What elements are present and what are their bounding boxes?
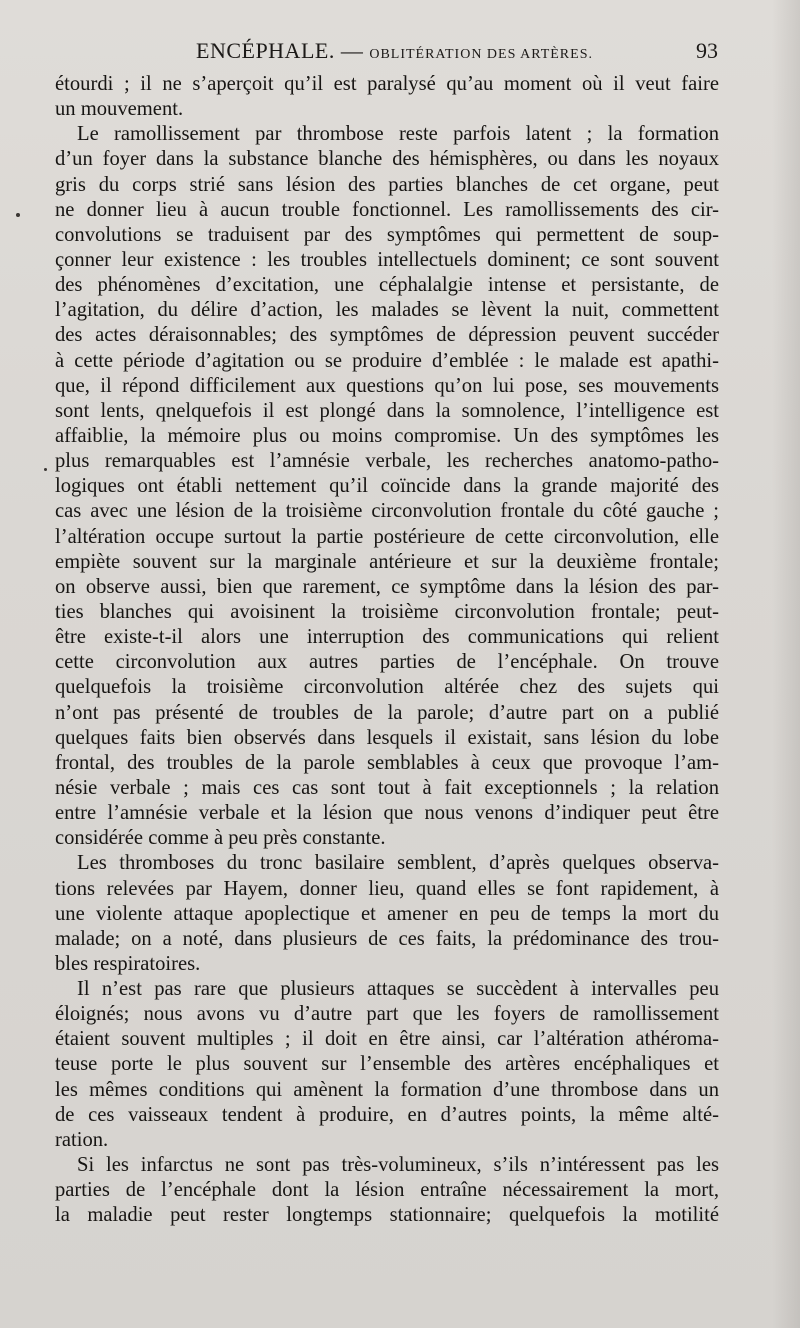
text-line: sont lents, qnelquefois il est plongé dans la somnolence, l’intelligence est xyxy=(55,399,719,422)
running-title xyxy=(196,38,593,64)
text-line: éloignés; nous avons vu d’autre part que les foyers de ramollissement xyxy=(55,1003,719,1026)
text-line: la maladie peut rester longtemps stationnaire; quelquefois la motilité xyxy=(55,1204,719,1227)
text-line: que, il répond difficilement aux questions qu’on lui pose, ses mouvements xyxy=(55,374,719,397)
text-line: çonner leur existence : les troubles intellectuels dominent; ce sont souvent xyxy=(55,248,719,271)
text-line: étaient souvent multiples ; il doit en être ainsi, car l’altération athéroma- xyxy=(55,1028,719,1051)
text-line: l’agitation, du délire d’action, les malades se lèvent la nuit, commettent xyxy=(55,299,719,322)
margin-speck xyxy=(16,213,20,217)
text-line: Le ramollissement par thrombose reste parfois latent ; la formation xyxy=(77,123,719,146)
text-line: malade; on a noté, dans plusieurs de ces faits, la prédominance des trou- xyxy=(55,927,719,950)
margin-speck xyxy=(44,468,47,471)
text-line: tions relevées par Hayem, donner lieu, quand elles se font rapidement, à xyxy=(55,877,719,900)
text-line: entre l’amnésie verbale et la lésion que nous venons d’indiquer peut être xyxy=(55,802,719,825)
text-line: étourdi ; il ne s’aperçoit qu’il est paralysé qu’au moment où il veut faire xyxy=(55,73,719,95)
text-line: nésie verbale ; mais ces cas sont tout à fait exceptionnels ; la relation xyxy=(55,776,719,799)
page-number: 93 xyxy=(696,38,718,63)
text-line: des actes déraisonnables; des symptômes de dépression peuvent succéder xyxy=(55,324,719,347)
text-line: plus remarquables est l’amnésie verbale, les recherches anatomo-patho- xyxy=(55,450,719,473)
text-line: n’ont pas présenté de troubles de la parole; d’autre part on a publié xyxy=(55,701,719,724)
text-line: empiète souvent sur la marginale antérieure et sur la deuxième frontale; xyxy=(55,550,719,573)
body-text xyxy=(55,72,719,1228)
text-line: les mêmes conditions qui amènent la formation d’une thrombose dans un xyxy=(55,1078,719,1101)
text-line: affaiblie, la mémoire plus ou moins compromise. Un des symptômes les xyxy=(55,424,719,447)
text-line: bles respiratoires. xyxy=(55,952,201,975)
text-line: ne donner lieu à aucun trouble fonctionnel. Les ramollissements des cir- xyxy=(55,198,719,221)
text-line: ties blanches qui avoisinent la troisième circonvolution frontale; peut- xyxy=(55,600,719,623)
running-title-main: ENCÉPHALE. xyxy=(196,38,335,63)
text-line: ration. xyxy=(55,1128,109,1151)
text-line: de ces vaisseaux tendent à produire, en d’autres points, la même alté- xyxy=(55,1103,719,1126)
text-line: considérée comme à peu près constante. xyxy=(55,827,386,850)
running-title-sub: OBLITÉRATION DES ARTÈRES. xyxy=(369,47,593,62)
text-line: on observe aussi, bien que rarement, ce symptôme dans la lésion des par- xyxy=(55,575,719,598)
running-title-dash: — xyxy=(340,38,364,63)
running-head xyxy=(0,38,800,68)
text-line: cette circonvolution aux autres parties de l’encéphale. On trouve xyxy=(55,651,719,674)
page-edge-shadow xyxy=(772,0,800,1328)
text-line: cas avec une lésion de la troisième circonvolution frontale du côté gauche ; xyxy=(55,500,719,523)
text-line: à cette période d’agitation ou se produire d’emblée : le malade est apathi- xyxy=(55,349,719,372)
text-line: Il n’est pas rare que plusieurs attaques se succèdent à intervalles peu xyxy=(77,978,719,1001)
text-line: être existe-t-il alors une interruption des communications qui relient xyxy=(55,626,719,649)
text-line: gris du corps strié sans lésion des parties blanches de cet organe, peut xyxy=(55,173,719,196)
text-line: convolutions se traduisent par des symptômes qui permettent de soup- xyxy=(55,223,719,246)
text-line: un mouvement. xyxy=(55,98,184,121)
text-line: teuse porte le plus souvent sur l’ensemble des artères encéphaliques et xyxy=(55,1053,719,1076)
text-line: une violente attaque apoplectique et amener en peu de temps la mort du xyxy=(55,902,719,925)
text-line: Les thromboses du tronc basilaire semblent, d’après quelques observa- xyxy=(77,852,719,875)
text-line: des phénomènes d’excitation, une céphalalgie intense et persistante, de xyxy=(55,274,719,297)
text-line: quelques faits bien observés dans lesquels il existait, sans lésion du lobe xyxy=(55,726,719,749)
text-line: quelquefois la troisième circonvolution altérée chez des sujets qui xyxy=(55,676,719,699)
text-line: l’altération occupe surtout la partie postérieure de cette circonvolution, elle xyxy=(55,525,719,548)
text-line: logiques ont établi nettement qu’il coïncide dans la grande majorité des xyxy=(55,475,719,498)
text-line: Si les infarctus ne sont pas très-volumineux, s’ils n’intéressent pas les xyxy=(77,1154,719,1177)
text-line: frontal, des troubles de la parole semblables à ceux que provoque l’am- xyxy=(55,751,719,774)
text-line: d’un foyer dans la substance blanche des hémisphères, ou dans les noyaux xyxy=(55,148,719,171)
text-line: parties de l’encéphale dont la lésion entraîne nécessairement la mort, xyxy=(55,1179,719,1202)
